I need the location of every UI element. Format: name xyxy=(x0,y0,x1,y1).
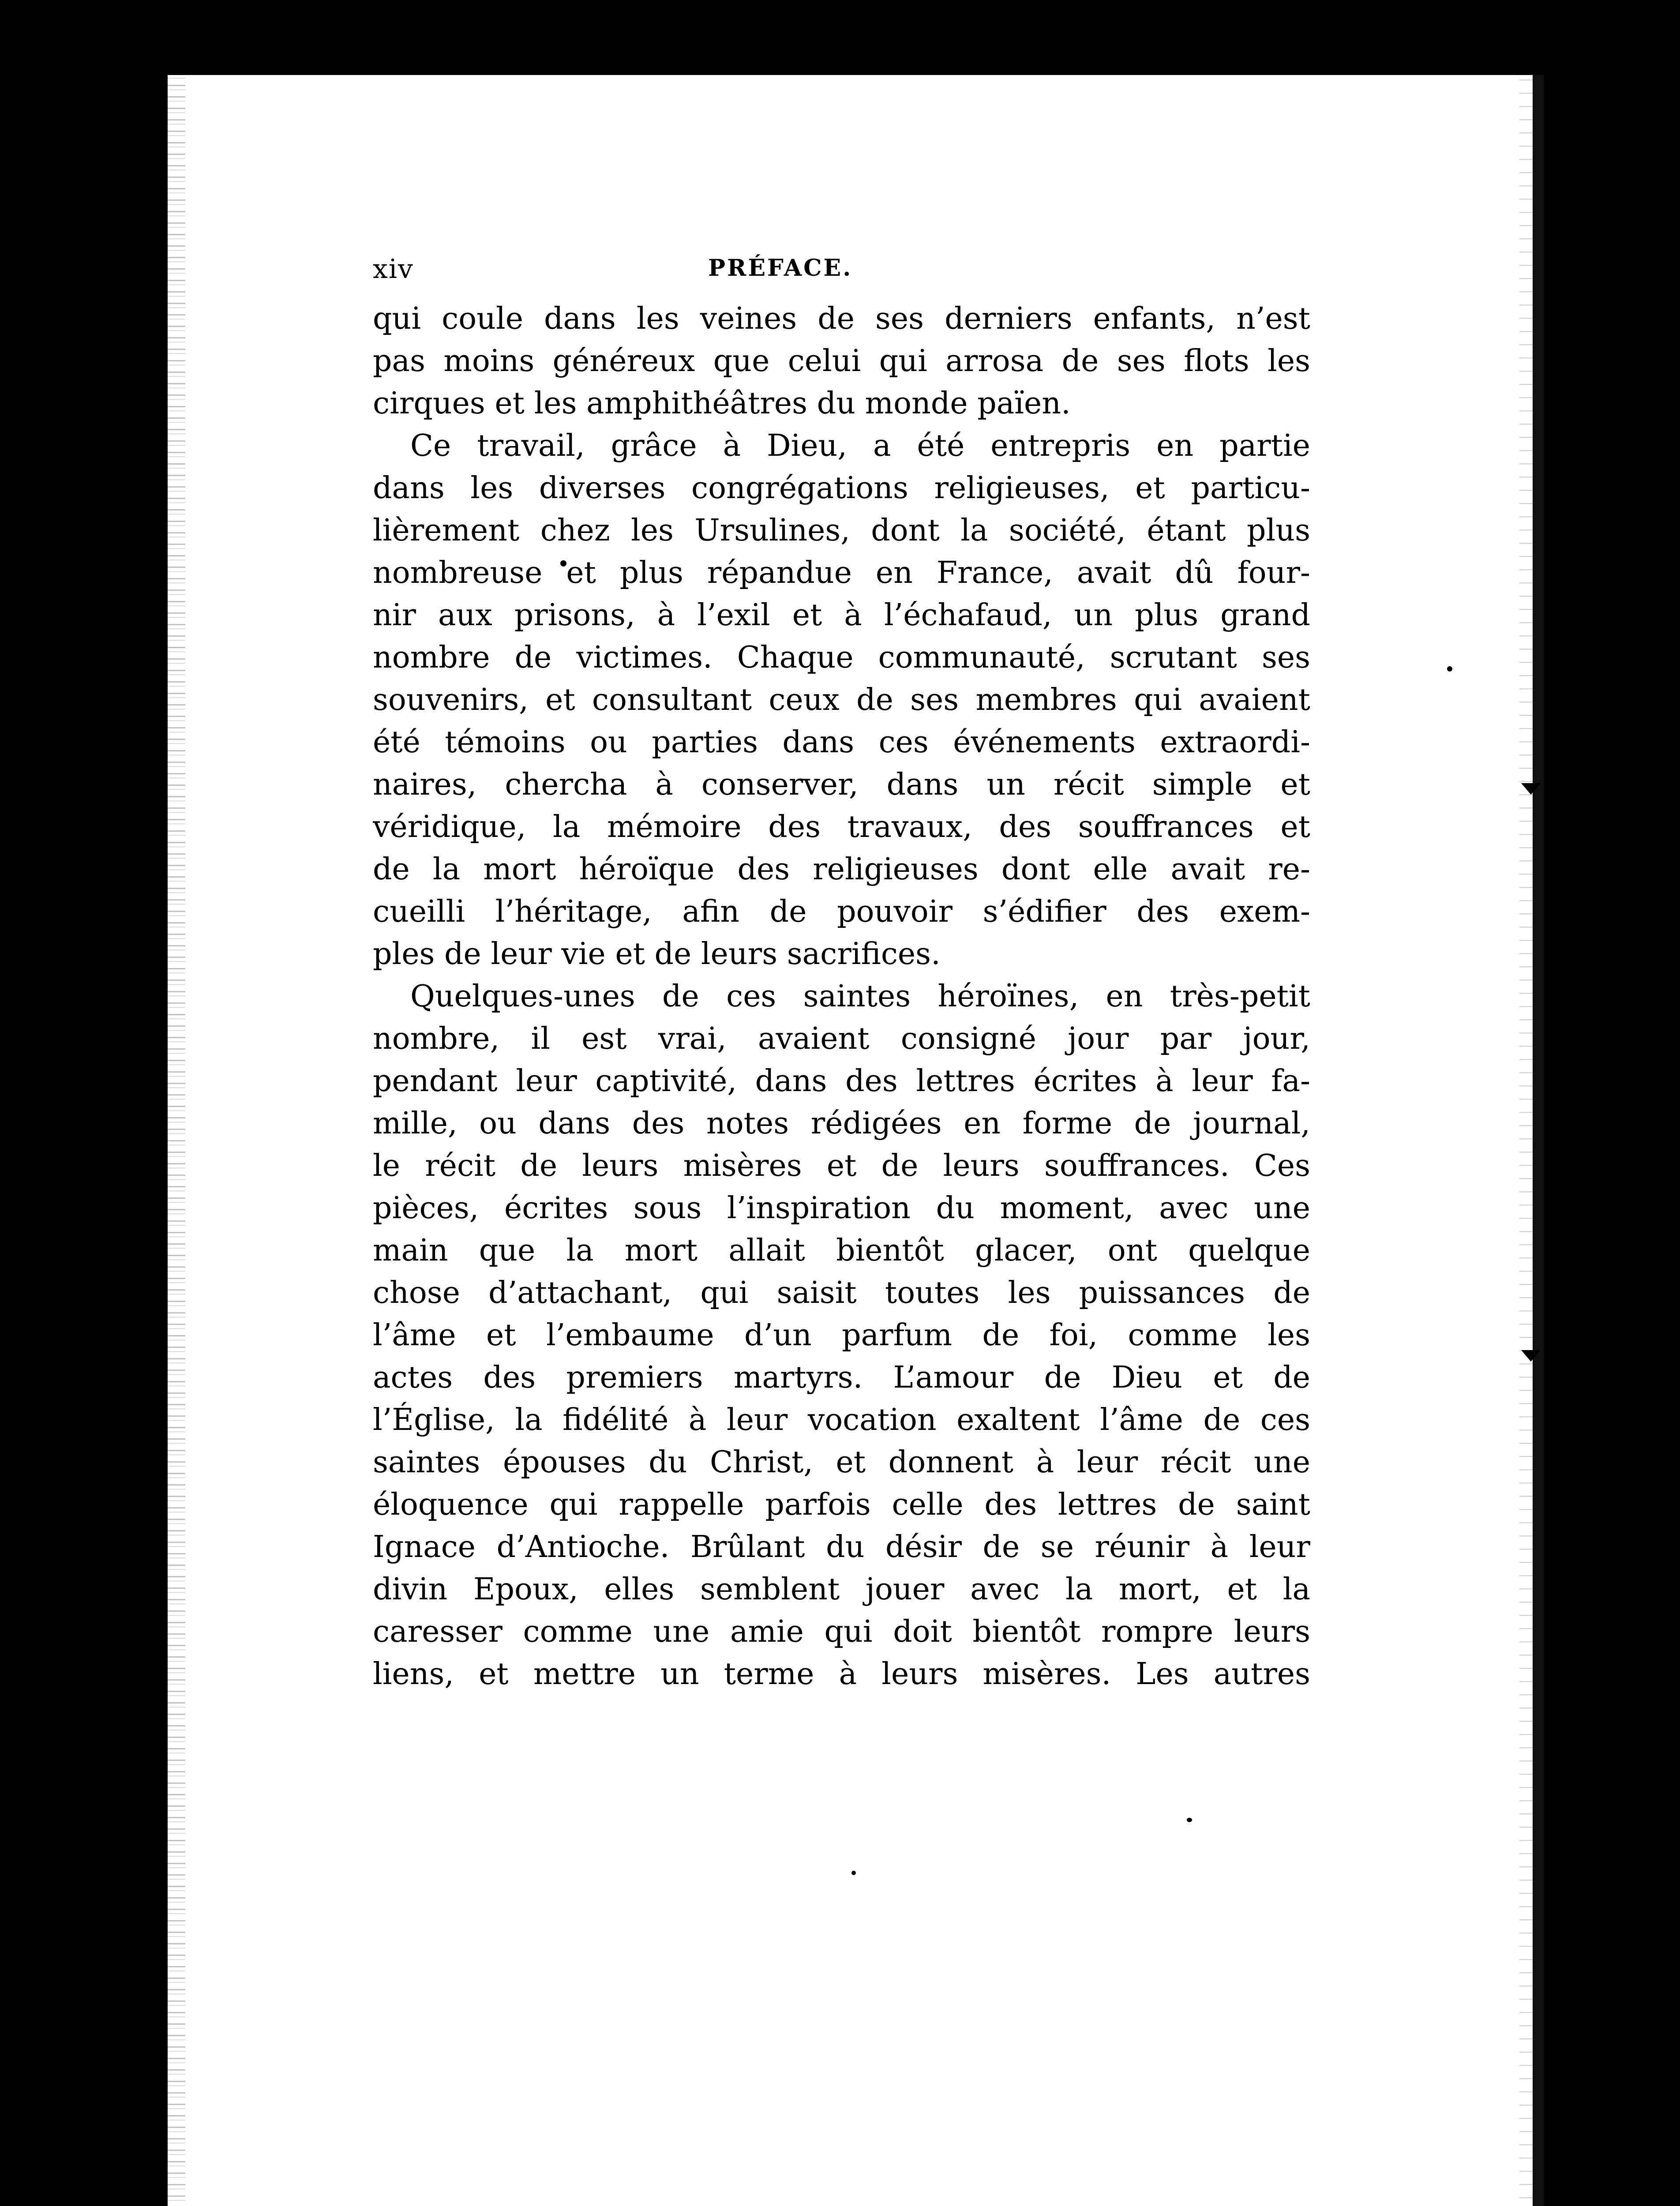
text-line: mille, ou dans des notes rédigées en forme de journal, xyxy=(373,1106,1310,1141)
page-text xyxy=(373,245,1310,1696)
text-line: divin Epoux, elles semblent jouer avec la mort, et la xyxy=(373,1572,1310,1607)
text-line: cueilli l’héritage, afin de pouvoir s’édifier des exem- xyxy=(373,894,1310,929)
text-line: l’Église, la fidélité à leur vocation exaltent l’âme de ces xyxy=(373,1403,1310,1437)
text-line: nombre de victimes. Chaque communauté, scrutant ses xyxy=(373,640,1310,675)
text-line: souvenirs, et consultant ceux de ses membres qui avaient xyxy=(373,683,1310,717)
text-line: pendant leur captivité, dans des lettres écrites à leur fa- xyxy=(373,1064,1310,1099)
text-line: dans les diverses congrégations religieuses, et particu- xyxy=(373,471,1310,506)
text-line: main que la mort allait bientôt glacer, ont quelque xyxy=(373,1233,1310,1268)
text-line: Ce travail, grâce à Dieu, a été entrepris en partie xyxy=(410,428,1310,463)
text-line: Ignace d’Antioche. Brûlant du désir de se réunir à leur xyxy=(373,1530,1310,1564)
text-line: Quelques-unes de ces saintes héroïnes, en très-petit xyxy=(410,979,1310,1014)
text-line: pièces, écrites sous l’inspiration du moment, avec une xyxy=(373,1191,1310,1226)
right-edge-texture xyxy=(1519,75,1533,2206)
scanned-page xyxy=(168,75,1544,2206)
text-line: éloquence qui rappelle parfois celle des lettres de saint xyxy=(373,1487,1310,1522)
text-line: nir aux prisons, à l’exil et à l’échafaud, un plus grand xyxy=(373,598,1310,633)
text-line: l’âme et l’embaume d’un parfum de foi, comme les xyxy=(373,1318,1310,1353)
text-line: lièrement chez les Ursulines, dont la société, étant plus xyxy=(373,513,1310,548)
running-title: PRÉFACE. xyxy=(708,255,853,281)
scan-speck xyxy=(851,1871,856,1875)
paragraph-2 xyxy=(373,425,1310,975)
paragraph-3 xyxy=(373,975,1310,1696)
text-line: de la mort héroïque des religieuses dont elle avait re- xyxy=(373,852,1310,887)
margin-marker-bottom xyxy=(1521,1350,1541,1362)
text-line: nombreuse et plus répandue en France, avait dû four- xyxy=(373,555,1310,590)
text-line: qui coule dans les veines de ses derniers enfants, n’est xyxy=(373,301,1310,336)
text-line: cirques et les amphithéâtres du monde païen. xyxy=(373,386,1071,421)
text-line: saintes épouses du Christ, et donnent à leur récit une xyxy=(373,1445,1310,1480)
text-line: liens, et mettre un terme à leurs misères. Les autres xyxy=(373,1657,1310,1692)
text-line: chose d’attachant, qui saisit toutes les puissances de xyxy=(373,1276,1310,1310)
text-line: pas moins généreux que celui qui arrosa de ses flots les xyxy=(373,344,1310,379)
text-line: ples de leur vie et de leurs sacrifices. xyxy=(373,937,941,972)
paragraph-1 xyxy=(373,298,1310,425)
running-head xyxy=(373,245,1310,298)
margin-marker-top xyxy=(1521,783,1541,795)
text-line: caresser comme une amie qui doit bientôt rompre leurs xyxy=(373,1614,1310,1649)
text-line: nombre, il est vrai, avaient consigné jour par jour, xyxy=(373,1021,1310,1056)
text-line: le récit de leurs misères et de leurs souffrances. Ces xyxy=(373,1148,1310,1183)
scan-speck xyxy=(1187,1818,1192,1822)
text-line: véridique, la mémoire des travaux, des souffrances et xyxy=(373,810,1310,844)
scan-speck xyxy=(1447,666,1452,672)
left-binding-edge xyxy=(168,75,185,2206)
page-number: xiv xyxy=(373,254,414,285)
text-line: naires, chercha à conserver, dans un récit simple et xyxy=(373,767,1310,802)
right-binding-edge xyxy=(1533,75,1544,2206)
text-line: été témoins ou parties dans ces événements extraordi- xyxy=(373,725,1310,760)
text-line: actes des premiers martyrs. L’amour de Dieu et de xyxy=(373,1360,1310,1395)
